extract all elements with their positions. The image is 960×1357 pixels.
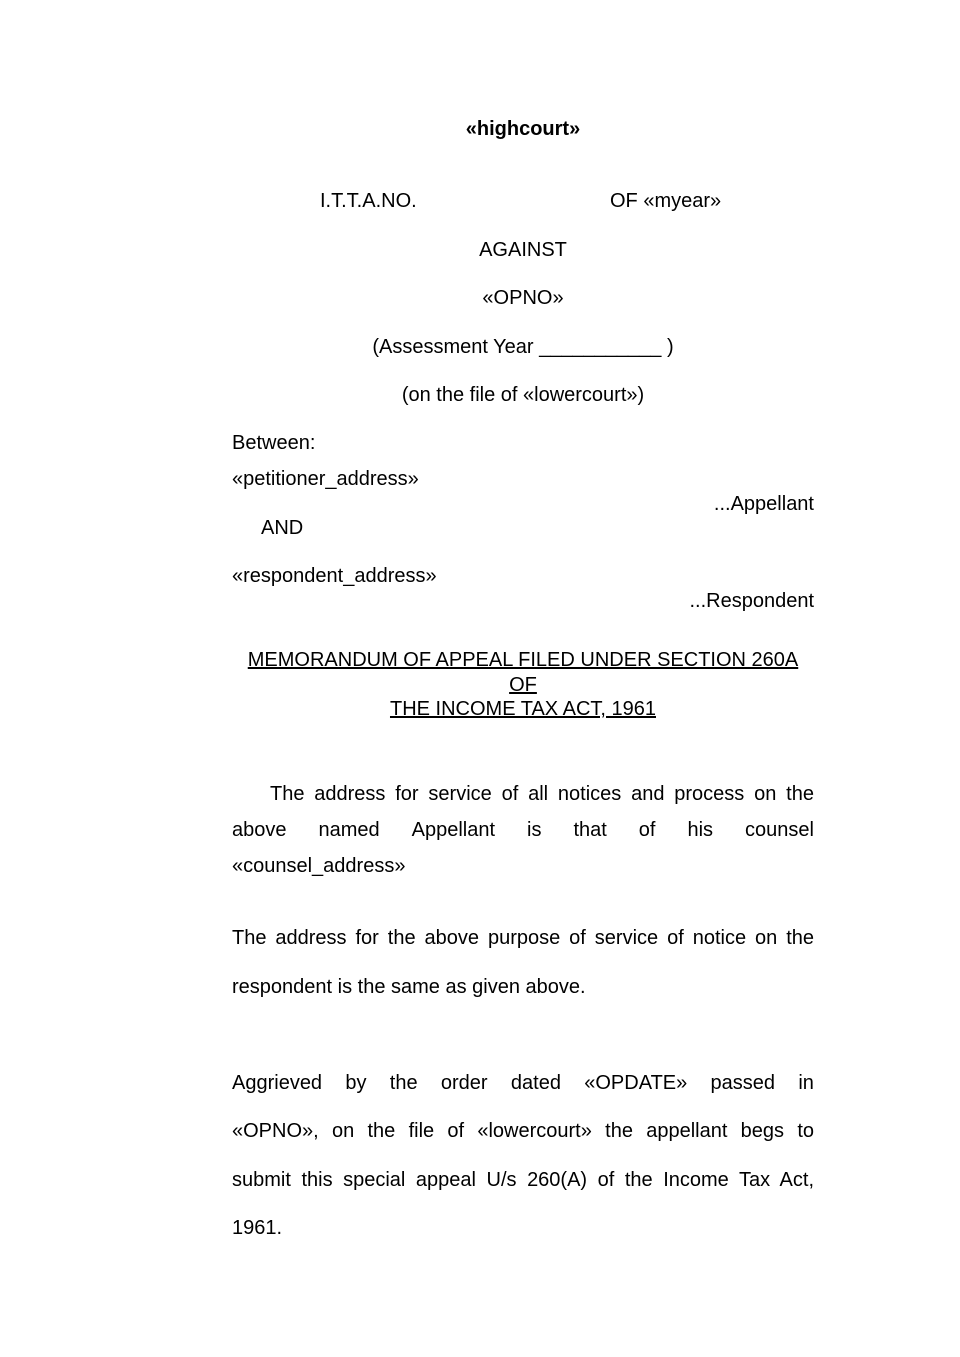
memorandum-line-1: MEMORANDUM OF APPEAL FILED UNDER SECTION 260A bbox=[247, 649, 799, 671]
petitioner-address: «petitioner_address» bbox=[232, 468, 419, 490]
memorandum-heading bbox=[232, 648, 814, 722]
assessment-year: (Assessment Year ___________ ) bbox=[372, 336, 674, 358]
appellant-label: ...Appellant bbox=[713, 493, 814, 515]
para1-word: is bbox=[527, 819, 542, 841]
and-label: AND bbox=[261, 517, 304, 539]
para2-line-1-text: The address for the above purpose of service of notice on the bbox=[232, 927, 814, 949]
para1-word: Appellant bbox=[411, 819, 496, 841]
file-of-line: (on the file of «lowercourt») bbox=[401, 384, 645, 406]
paragraph-counsel-address bbox=[232, 782, 814, 878]
para1-word: that bbox=[573, 819, 607, 841]
para1-line-1 bbox=[232, 782, 814, 806]
memorandum-line-2: OF bbox=[509, 673, 537, 696]
para3-word: passed bbox=[710, 1072, 776, 1094]
para1-line-2 bbox=[232, 818, 814, 842]
respondent-address: «respondent_address» bbox=[232, 565, 437, 587]
para3-word: by bbox=[345, 1072, 367, 1094]
para3-word: in bbox=[798, 1072, 814, 1094]
para3-line-2 bbox=[232, 1119, 814, 1143]
para3-word: order bbox=[440, 1072, 488, 1094]
para3-word: Aggrieved bbox=[232, 1072, 323, 1094]
para3-line-3 bbox=[232, 1168, 814, 1192]
para3-line-3-text: submit this special appeal U/s 260(A) of the Income Tax Act, bbox=[232, 1169, 814, 1191]
para1-word: named bbox=[318, 819, 380, 841]
para3-line-2-text: «OPNO», on the file of «lowercourt» the appellant begs to bbox=[232, 1120, 814, 1142]
case-number-prefix: I.T.T.A.NO. bbox=[320, 190, 417, 212]
paragraph-respondent-address bbox=[232, 926, 814, 999]
court-title: «highcourt» bbox=[465, 118, 581, 140]
paragraph-aggrieved bbox=[232, 1071, 814, 1240]
para3-word: «OPDATE» bbox=[584, 1072, 688, 1094]
between-label: Between: bbox=[232, 432, 316, 454]
para1-word: above bbox=[232, 819, 287, 841]
case-year: OF «myear» bbox=[610, 190, 722, 212]
para3-word: dated bbox=[510, 1072, 561, 1094]
para3-line-1 bbox=[232, 1071, 814, 1095]
para3-word: the bbox=[389, 1072, 418, 1094]
against-label: AGAINST bbox=[479, 239, 567, 261]
para1-line-3: «counsel_address» bbox=[232, 855, 406, 877]
para3-line-4: 1961. bbox=[232, 1217, 283, 1239]
para1-word: counsel bbox=[745, 819, 814, 841]
para1-word: of bbox=[638, 819, 656, 841]
respondent-label: ...Respondent bbox=[689, 590, 814, 612]
memorandum-line-3: THE INCOME TAX ACT, 1961 bbox=[389, 698, 656, 720]
para1-line-1-text: The address for service of all notices and process on the bbox=[270, 783, 814, 805]
para2-line-1 bbox=[232, 926, 814, 950]
op-number: «OPNO» bbox=[482, 287, 564, 309]
para2-line-2: respondent is the same as given above. bbox=[232, 976, 586, 998]
para1-word: his bbox=[687, 819, 714, 841]
